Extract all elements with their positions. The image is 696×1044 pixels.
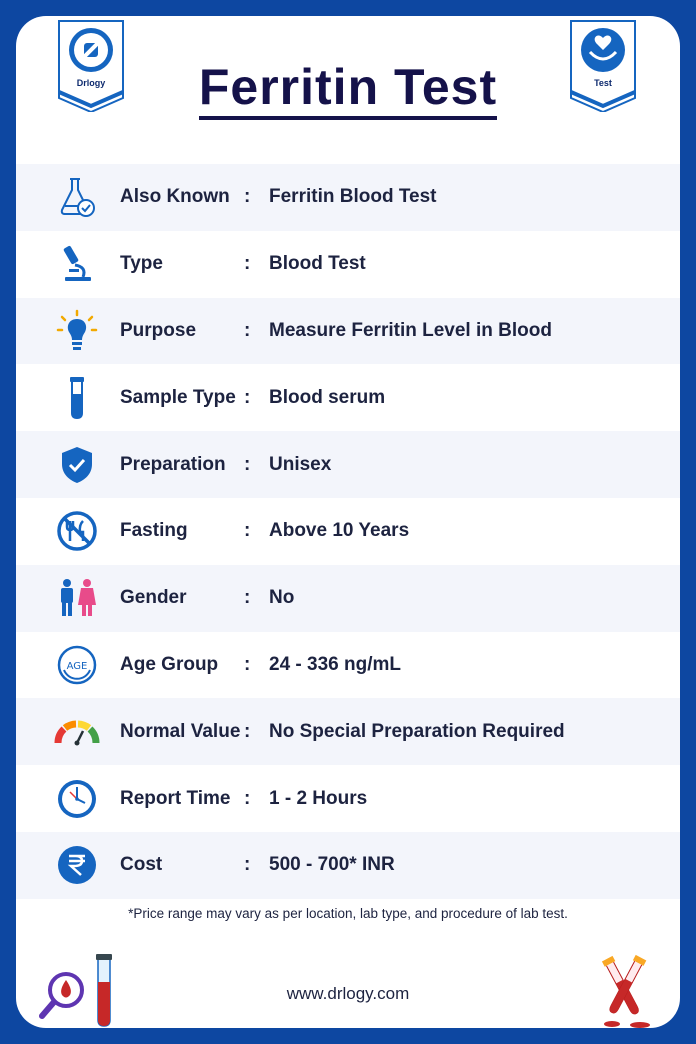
row-colon: : <box>244 854 251 876</box>
table-row-cost <box>16 832 680 899</box>
page-title <box>16 58 680 120</box>
row-label: Preparation <box>120 453 226 475</box>
row-value: 1 - 2 Hours <box>269 787 368 809</box>
row-colon: : <box>244 720 251 742</box>
row-colon: : <box>244 386 251 408</box>
row-value: Above 10 Years <box>269 520 410 542</box>
row-label: Type <box>120 253 163 275</box>
test-tube-icon <box>54 375 100 421</box>
row-label: Also Known <box>120 186 230 208</box>
table-row-fasting <box>16 498 680 565</box>
row-value: Blood Test <box>269 253 366 275</box>
shield-check-icon <box>54 442 100 488</box>
row-value: Unisex <box>269 453 332 475</box>
no-food-icon <box>54 508 100 554</box>
table-row-purpose <box>16 298 680 365</box>
row-label: Cost <box>120 854 163 876</box>
website-link[interactable]: www.drlogy.com <box>286 984 410 1003</box>
row-value: No Special Preparation Required <box>269 720 565 742</box>
clock-icon <box>54 776 100 822</box>
table-row-normal-value <box>16 698 680 765</box>
right-badge-label: Test <box>594 78 612 88</box>
row-label: Purpose <box>120 319 197 341</box>
row-value: Measure Ferritin Level in Blood <box>269 319 552 341</box>
male-female-icon <box>54 575 100 621</box>
row-colon: : <box>244 587 251 609</box>
crossed-blood-tubes-icon <box>592 950 658 1028</box>
row-value: Ferritin Blood Test <box>269 186 437 208</box>
row-label: Fasting <box>120 520 188 542</box>
row-colon: : <box>244 520 251 542</box>
row-value: No <box>269 587 295 609</box>
row-label: Normal Value <box>120 720 241 742</box>
flask-icon <box>54 174 100 220</box>
lightbulb-icon <box>54 308 100 354</box>
price-disclaimer: *Price range may vary as per location, lab type, and procedure of lab test. <box>128 906 568 921</box>
table-row-age-group <box>16 632 680 699</box>
row-label: Gender <box>120 587 187 609</box>
microscope-icon <box>54 241 100 287</box>
table-row-report-time <box>16 765 680 832</box>
row-colon: : <box>244 319 251 341</box>
row-colon: : <box>244 186 251 208</box>
row-colon: : <box>244 653 251 675</box>
row-label: Report Time <box>120 787 231 809</box>
table-row-gender <box>16 565 680 632</box>
row-value: 24 - 336 ng/mL <box>269 653 401 675</box>
row-value: 500 - 700* INR <box>269 854 395 876</box>
svg-text:AGE: AGE <box>66 660 88 672</box>
table-row-preparation <box>16 431 680 498</box>
age-icon <box>54 642 100 688</box>
rupee-icon <box>54 842 100 888</box>
page-title-text: Ferritin Test <box>199 58 497 120</box>
info-card <box>16 16 680 1028</box>
row-value: Blood serum <box>269 386 386 408</box>
table-row-also-known <box>16 164 680 231</box>
table-row-type <box>16 231 680 298</box>
row-label: Age Group <box>120 653 219 675</box>
row-label: Sample Type <box>120 386 236 408</box>
info-table <box>16 164 680 899</box>
row-colon: : <box>244 787 251 809</box>
gauge-icon <box>54 709 100 755</box>
row-colon: : <box>244 453 251 475</box>
table-row-sample-type <box>16 364 680 431</box>
row-colon: : <box>244 253 251 275</box>
left-badge-label: Drlogy <box>76 78 106 88</box>
